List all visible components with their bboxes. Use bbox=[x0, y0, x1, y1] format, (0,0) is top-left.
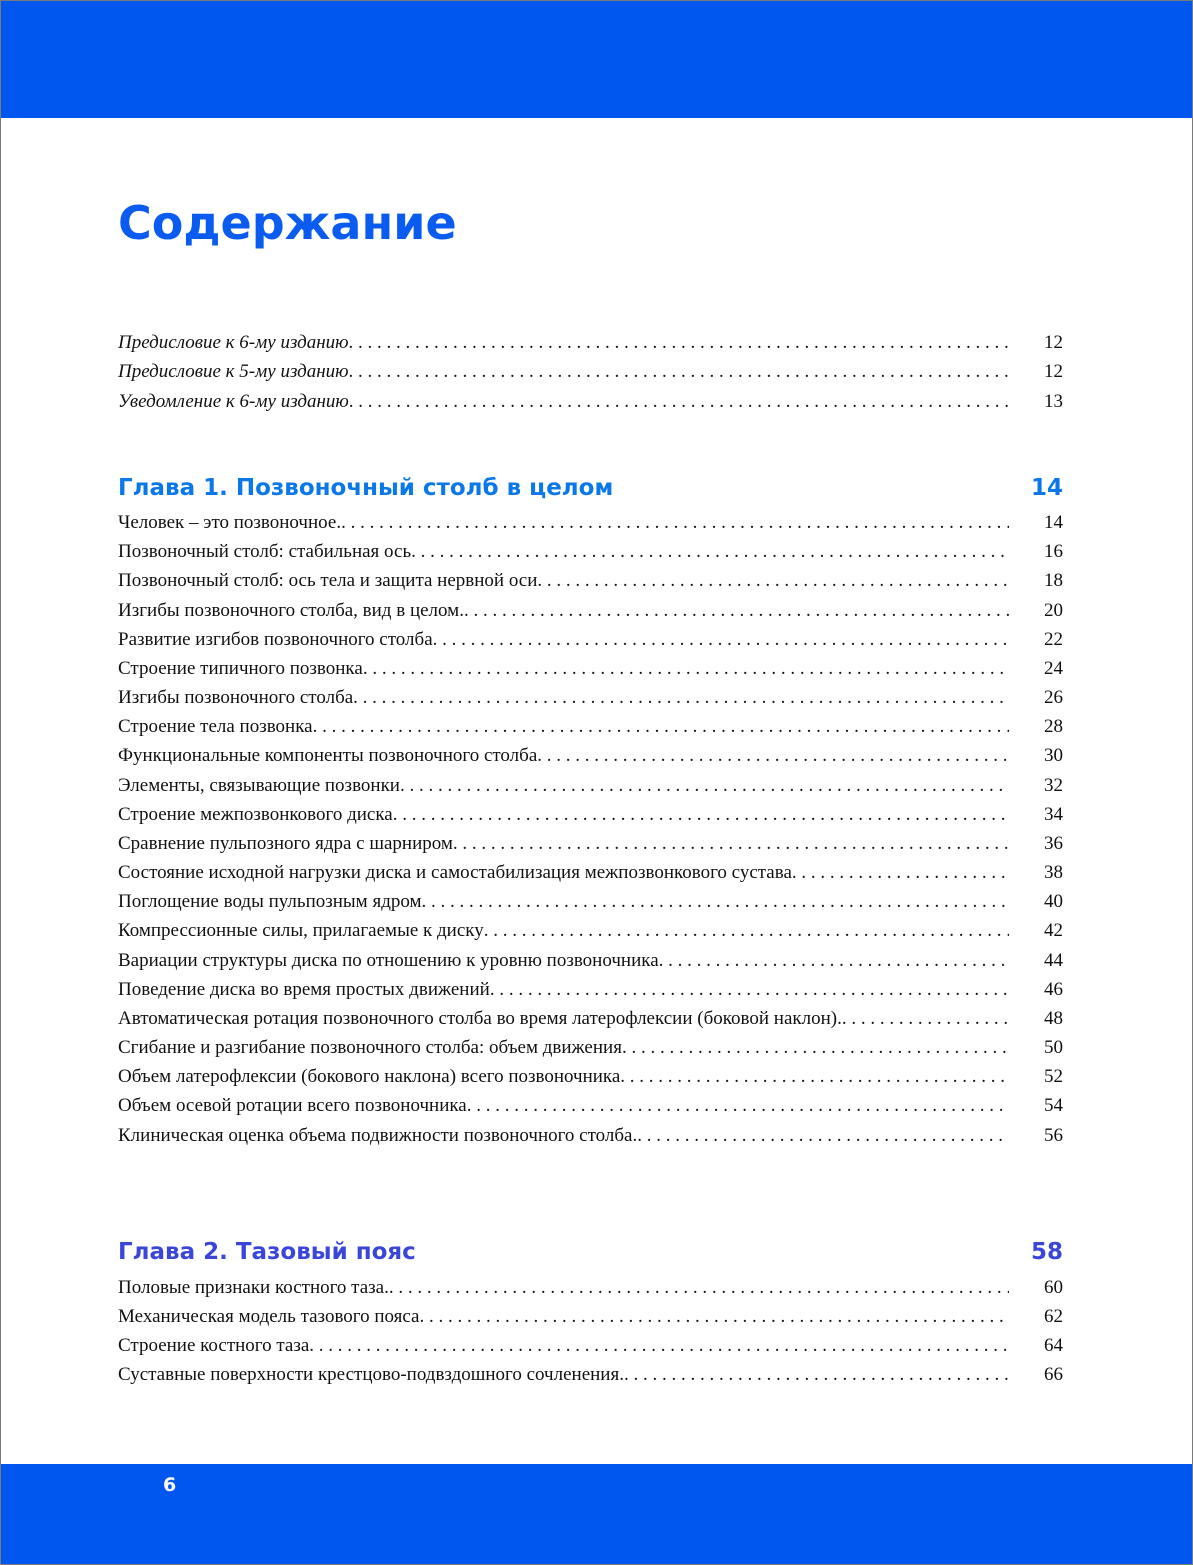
chapter-1-heading[interactable] bbox=[118, 472, 1063, 504]
toc-entry-label: Развитие изгибов позвоночного столба bbox=[118, 629, 433, 650]
dot-leader bbox=[467, 1092, 1009, 1120]
dot-leader bbox=[620, 1063, 1009, 1091]
toc-entry[interactable] bbox=[118, 684, 1063, 712]
toc-entry-label: Автоматическая ротация позвоночного столба во время латерофлексии (боковой наклон). bbox=[118, 1008, 842, 1029]
toc-entry-page: 32 bbox=[1044, 775, 1063, 796]
toc-entry-preface-6[interactable] bbox=[118, 329, 1063, 357]
toc-entry-label: Уведомление к 6-му изданию bbox=[118, 391, 349, 412]
dot-leader bbox=[490, 976, 1009, 1004]
dot-leader bbox=[433, 626, 1009, 654]
toc-entry-label: Элементы, связывающие позвонки bbox=[118, 775, 400, 796]
chapter-page: 14 bbox=[1030, 475, 1063, 501]
toc-entry[interactable] bbox=[118, 1122, 1063, 1150]
toc-entry-label: Поведение диска во время простых движений bbox=[118, 979, 490, 1000]
dot-leader bbox=[363, 655, 1009, 683]
dot-leader bbox=[464, 597, 1009, 625]
toc-entry-label: Суставные поверхности крестцово-подвздошного сочленения. bbox=[118, 1364, 624, 1385]
toc-entry[interactable] bbox=[118, 888, 1063, 916]
toc-entry-page: 40 bbox=[1044, 891, 1063, 912]
toc-entry[interactable] bbox=[118, 655, 1063, 683]
toc-entry-page: 66 bbox=[1044, 1364, 1063, 1385]
dot-leader bbox=[341, 509, 1009, 537]
dot-leader bbox=[420, 1303, 1010, 1331]
dot-leader bbox=[411, 538, 1009, 566]
toc-entry-label: Механическая модель тазового пояса bbox=[118, 1306, 420, 1327]
toc-entry-page: 30 bbox=[1044, 745, 1063, 766]
dot-leader bbox=[842, 1005, 1009, 1033]
toc-entry[interactable] bbox=[118, 1332, 1063, 1360]
toc-entry-label: Объем латерофлексии (бокового наклона) всего позвоночника bbox=[118, 1066, 621, 1087]
toc-entry[interactable] bbox=[118, 742, 1063, 770]
chapter-title: Глава 1. Позвоночный столб в целом bbox=[118, 475, 614, 501]
toc-entry-label: Предисловие к 6-му изданию bbox=[118, 332, 349, 353]
toc-entry-label: Состояние исходной нагрузки диска и самостабилизация межпозвонкового сустава bbox=[118, 862, 792, 883]
toc-entry-page: 42 bbox=[1044, 920, 1063, 941]
toc-entry-page: 14 bbox=[1044, 512, 1063, 533]
toc-entry-page: 50 bbox=[1044, 1037, 1063, 1058]
toc-entry-label: Вариации структуры диска по отношению к уровню позвоночника bbox=[118, 950, 659, 971]
dot-leader bbox=[400, 772, 1009, 800]
toc-entry-label: Половые признаки костного таза. bbox=[118, 1277, 389, 1298]
toc-entry-page: 46 bbox=[1044, 979, 1063, 1000]
toc-entry-page: 26 bbox=[1044, 687, 1063, 708]
dot-leader bbox=[353, 684, 1009, 712]
page-number: 6 bbox=[163, 1474, 177, 1496]
toc-entry[interactable] bbox=[118, 567, 1063, 595]
toc-entry[interactable] bbox=[118, 976, 1063, 1004]
toc-entry-page: 56 bbox=[1044, 1125, 1063, 1146]
toc-entry[interactable] bbox=[118, 947, 1063, 975]
header-band bbox=[0, 0, 1193, 118]
dot-leader bbox=[624, 1361, 1009, 1389]
toc-entry-label: Изгибы позвоночного столба bbox=[118, 687, 354, 708]
toc-entry[interactable] bbox=[118, 509, 1063, 537]
toc-entry[interactable] bbox=[118, 597, 1063, 625]
toc-entry[interactable] bbox=[118, 1361, 1063, 1389]
toc-entry-page: 12 bbox=[1044, 361, 1063, 382]
toc-entry-page: 18 bbox=[1044, 570, 1063, 591]
toc-entry[interactable] bbox=[118, 1303, 1063, 1331]
toc-entry-page: 16 bbox=[1044, 541, 1063, 562]
toc-entry-page: 62 bbox=[1044, 1306, 1063, 1327]
toc-entry[interactable] bbox=[118, 1005, 1063, 1033]
toc-entry-label: Клиническая оценка объема подвижности позвоночного столба. bbox=[118, 1125, 638, 1146]
toc-entry-label: Строение тела позвонка bbox=[118, 716, 313, 737]
toc-entry[interactable] bbox=[118, 626, 1063, 654]
chapter-page: 58 bbox=[1030, 1239, 1063, 1265]
toc-entry-page: 44 bbox=[1044, 950, 1063, 971]
toc-entry[interactable] bbox=[118, 1092, 1063, 1120]
toc-entry[interactable] bbox=[118, 1063, 1063, 1091]
toc-entry-label: Сгибание и разгибание позвоночного столба: объем движения bbox=[118, 1037, 622, 1058]
toc-entry-page: 64 bbox=[1044, 1335, 1063, 1356]
toc-entry-page: 52 bbox=[1044, 1066, 1063, 1087]
chapter-title: Глава 2. Тазовый пояс bbox=[118, 1239, 416, 1265]
toc-entry[interactable] bbox=[118, 538, 1063, 566]
toc-entry-page: 34 bbox=[1044, 804, 1063, 825]
toc-entry-page: 60 bbox=[1044, 1277, 1063, 1298]
dot-leader bbox=[349, 388, 1009, 416]
toc-entry-notice-6[interactable] bbox=[118, 388, 1063, 416]
dot-leader bbox=[349, 358, 1009, 386]
toc-entry[interactable] bbox=[118, 1274, 1063, 1302]
dot-leader bbox=[622, 1034, 1009, 1062]
toc-entry-label: Объем осевой ротации всего позвоночника bbox=[118, 1095, 467, 1116]
toc-entry-label: Поглощение воды пульпозным ядром bbox=[118, 891, 422, 912]
dot-leader bbox=[309, 1332, 1009, 1360]
toc-entry-label: Человек – это позвоночное. bbox=[118, 512, 342, 533]
dot-leader bbox=[393, 801, 1009, 829]
toc-entry-page: 36 bbox=[1044, 833, 1063, 854]
toc-entry[interactable] bbox=[118, 917, 1063, 945]
chapter-2-heading[interactable] bbox=[118, 1236, 1063, 1268]
toc-entry-page: 22 bbox=[1044, 629, 1063, 650]
toc-entry-page: 48 bbox=[1044, 1008, 1063, 1029]
toc-entry-label: Позвоночный столб: ось тела и защита нервной оси bbox=[118, 570, 538, 591]
dot-leader bbox=[637, 1122, 1009, 1150]
dot-leader bbox=[349, 329, 1009, 357]
dot-leader bbox=[453, 830, 1009, 858]
dot-leader bbox=[537, 742, 1009, 770]
toc-entry-label: Строение типичного позвонка bbox=[118, 658, 363, 679]
toc-entry[interactable] bbox=[118, 713, 1063, 741]
toc-entry-label: Строение межпозвонкового диска bbox=[118, 804, 393, 825]
toc-entry-page: 28 bbox=[1044, 716, 1063, 737]
toc-entry-page: 24 bbox=[1044, 658, 1063, 679]
toc-entry[interactable] bbox=[118, 859, 1063, 887]
dot-leader bbox=[659, 947, 1009, 975]
toc-entry-page: 38 bbox=[1044, 862, 1063, 883]
toc-entry[interactable] bbox=[118, 830, 1063, 858]
toc-entry-page: 54 bbox=[1044, 1095, 1063, 1116]
footer-band bbox=[0, 1464, 1193, 1565]
dot-leader bbox=[537, 567, 1009, 595]
page-title: Содержание bbox=[118, 196, 457, 250]
dot-leader bbox=[484, 917, 1009, 945]
dot-leader bbox=[313, 713, 1009, 741]
toc-entry-label: Функциональные компоненты позвоночного столба bbox=[118, 745, 538, 766]
toc-entry-label: Изгибы позвоночного столба, вид в целом. bbox=[118, 600, 464, 621]
toc-entry-label: Компрессионные силы, прилагаемые к диску bbox=[118, 920, 484, 941]
toc-entry-label: Предисловие к 5-му изданию bbox=[118, 361, 349, 382]
toc-entry-page: 20 bbox=[1044, 600, 1063, 621]
toc-entry-preface-5[interactable] bbox=[118, 358, 1063, 386]
toc-entry[interactable] bbox=[118, 801, 1063, 829]
dot-leader bbox=[389, 1274, 1009, 1302]
toc-entry-label: Строение костного таза bbox=[118, 1335, 310, 1356]
toc-entry-label: Сравнение пульпозного ядра с шарниром bbox=[118, 833, 453, 854]
toc-entry-page: 12 bbox=[1044, 332, 1063, 353]
toc-entry[interactable] bbox=[118, 772, 1063, 800]
dot-leader bbox=[792, 859, 1009, 887]
toc-entry-page: 13 bbox=[1044, 391, 1063, 412]
toc-entry-label: Позвоночный столб: стабильная ось bbox=[118, 541, 412, 562]
dot-leader bbox=[422, 888, 1009, 916]
toc-entry[interactable] bbox=[118, 1034, 1063, 1062]
